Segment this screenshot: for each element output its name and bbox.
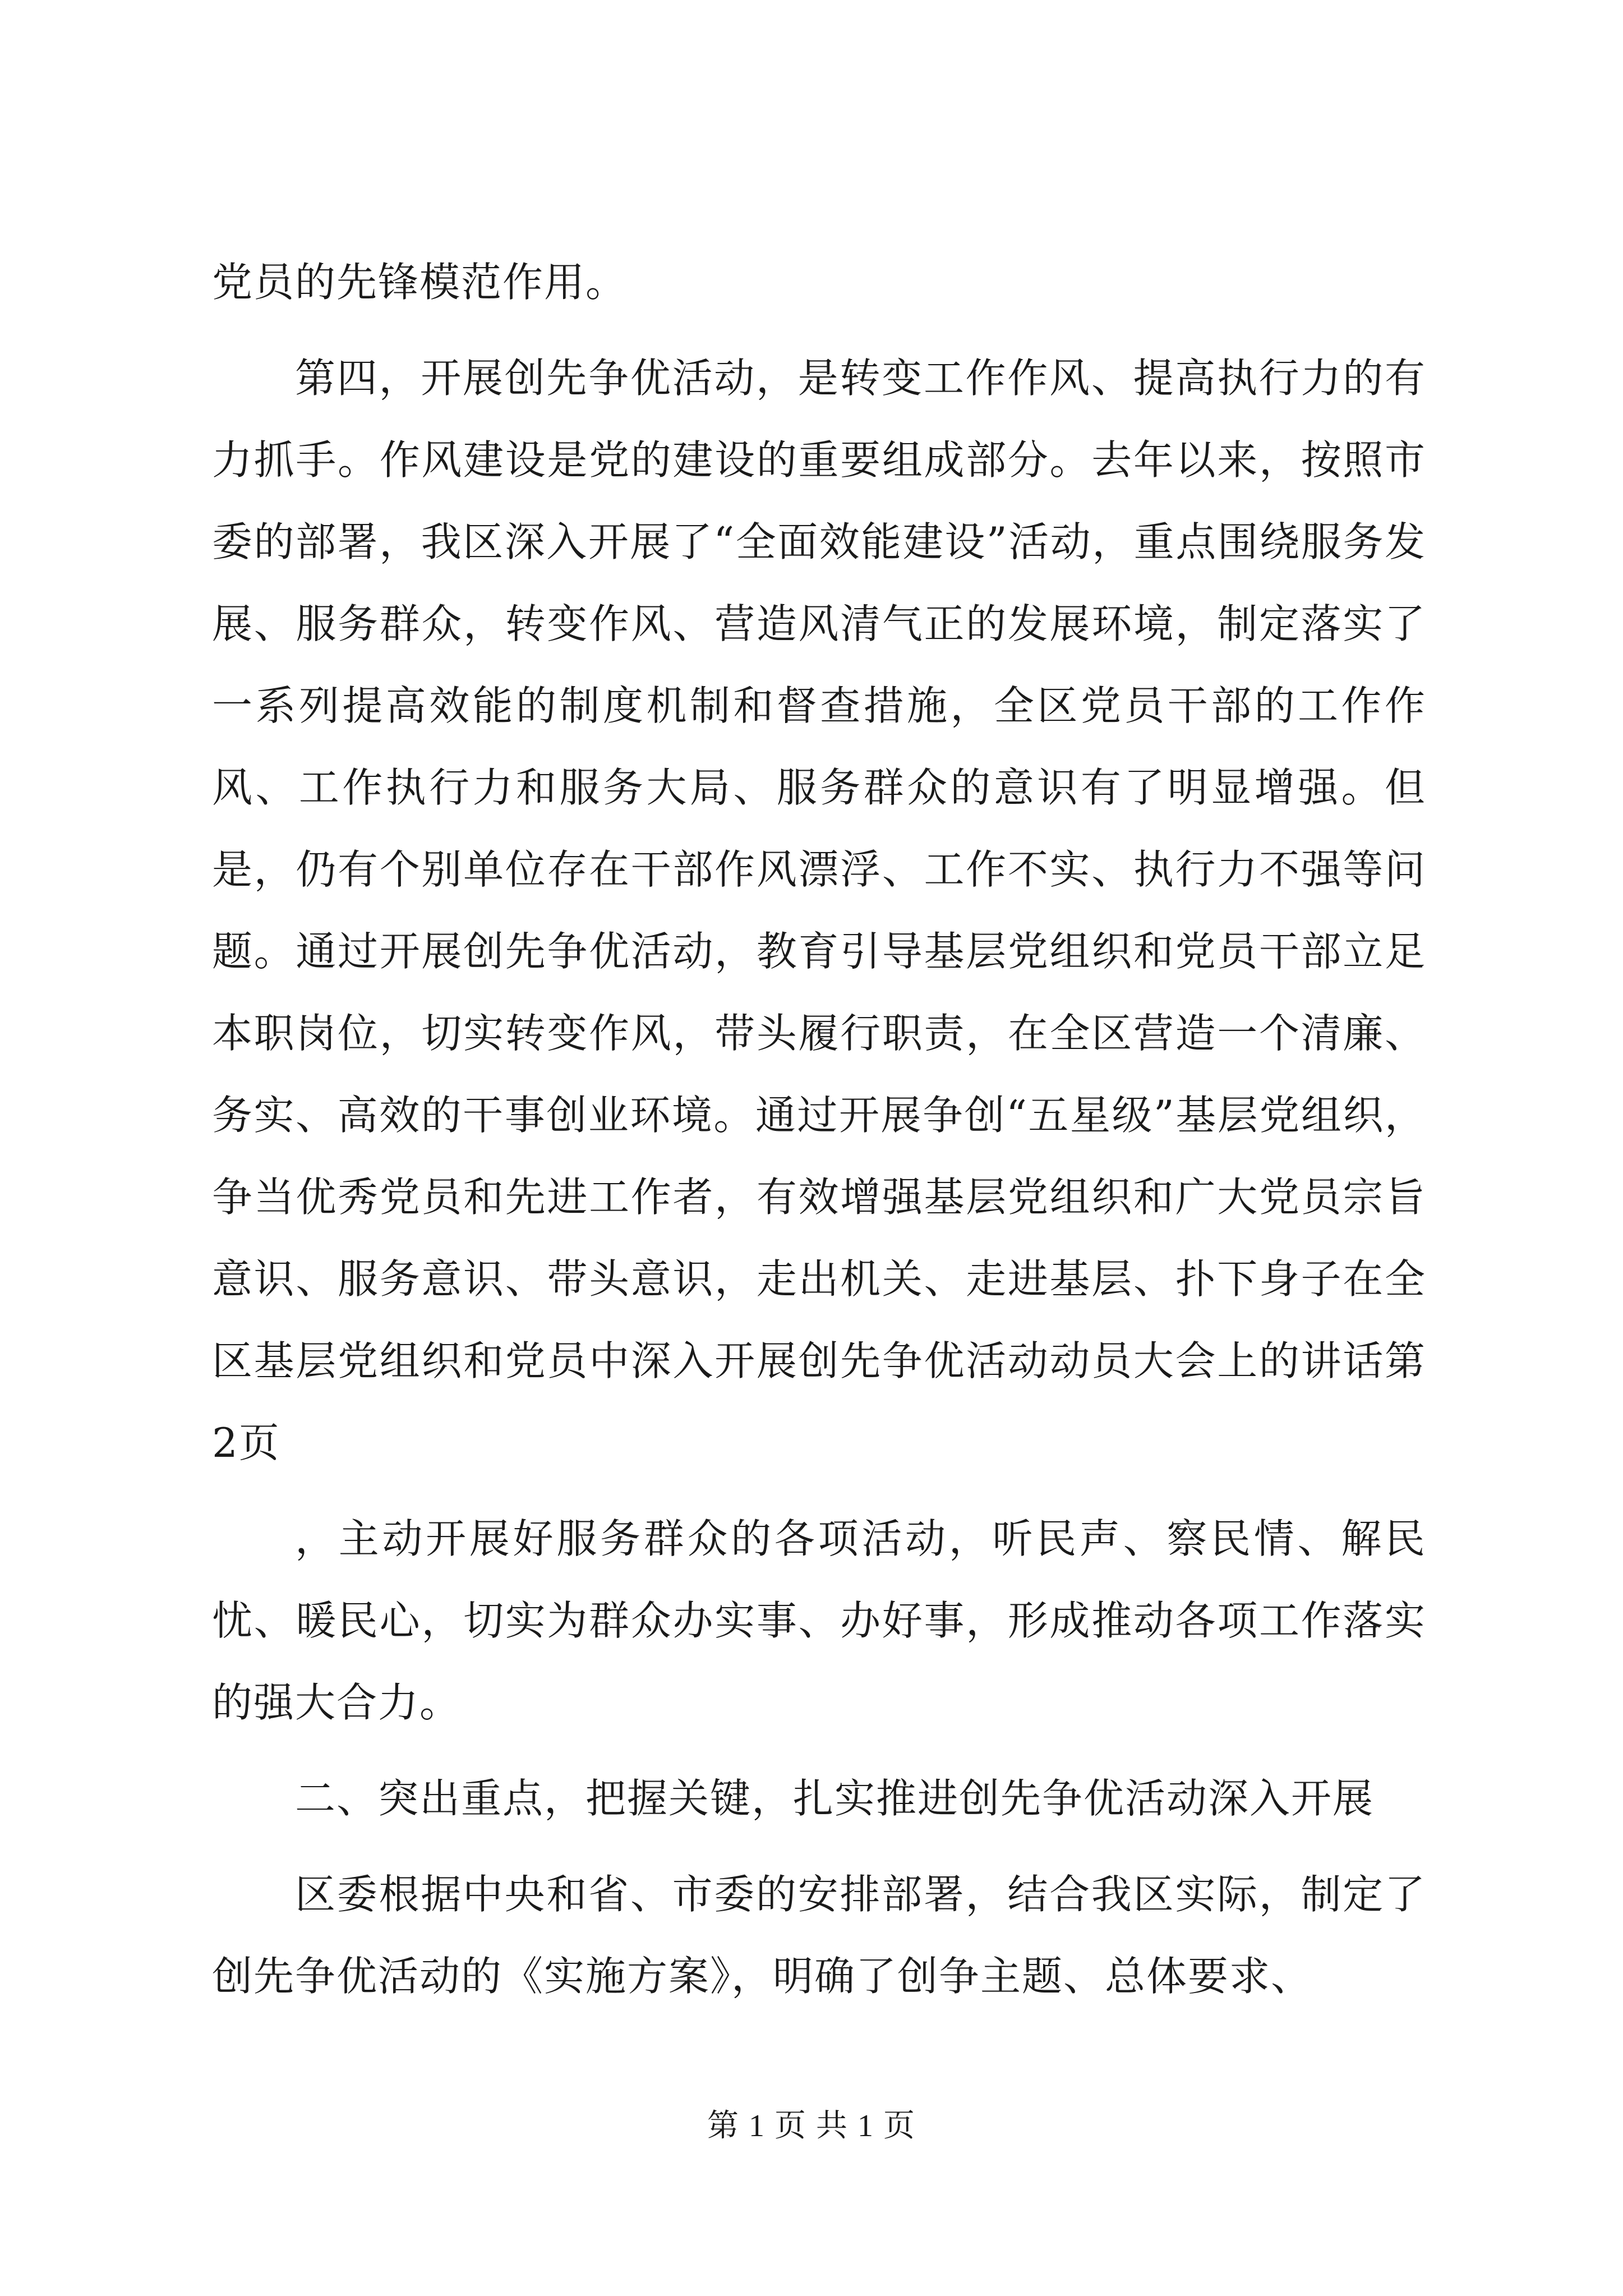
paragraph-continuation: 党员的先锋模范作用。 [212,259,628,306]
paragraph-fourth-point: 第四，开展创先争优活动，是转变工作作风、提高执行力的有力抓手。作风建设是党的建设的重要组成部分。去年以来，按照市委的部署，我区深入开展了“全面效能建设”活动，重点围绕服务发展、服务群众，转变作风、营造风清气正的发展环境，制定落实了一系列提高效能的制度机制和督查措施，全区党员干部的工作作风、工作执行力和服务大局、服务群众的意识有了明显增强。但是，仍有个别单位存在干部作风漂浮、工作不实、执行力不强等问题。通过开展创先争优活动，教育引导基层党组织和党员干部立足本职岗位，切实转变作风，带头履行职责，在全区营造一个清廉、务实、高效的干事创业环境。通过开展争创“五星级”基层党组织，争当优秀党员和先进工作者，有效增强基层党组织和广大党员宗旨意识、服务意识、带头意识，走出机关、走进基层、扑下身子在全区基层党组织和党员中深入开展创先争优活动动员大会上的讲话第2页 [212,355,1426,1466]
section-heading-two: 二、突出重点，把握关键，扎实推进创先争优活动深入开展 [295,1775,1375,1822]
paragraph-service-activities: ，主动开展好服务群众的各项活动，听民声、察民情、解民忧、暖民心，切实为群众办实事、办好事，形成推动各项工作落实的强大合力。 [212,1515,1426,1726]
document-body [212,241,1426,2017]
page-footer: 第 1 页 共 1 页 [707,2109,916,2143]
paragraph-implementation-plan: 区委根据中央和省、市委的安排部署，结合我区实际，制定了创先争优活动的《实施方案》，明确了创争主题、总体要求、 [212,1871,1426,2000]
